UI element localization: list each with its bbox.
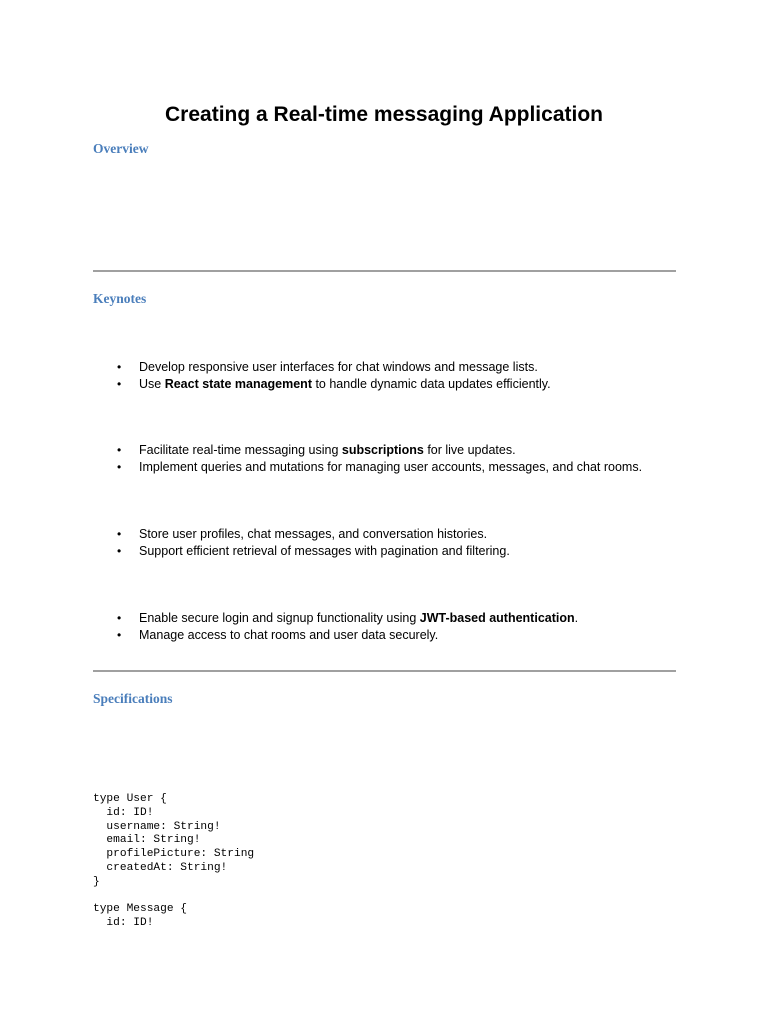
- document-title: Creating a Real-time messaging Application: [165, 103, 603, 126]
- list-item: [117, 376, 697, 393]
- keynotes-list-auth: [117, 610, 697, 643]
- keynotes-list-api: [117, 442, 697, 475]
- bullet-icon: •: [117, 627, 122, 642]
- list-item-text: Manage access to chat rooms and user data securely.: [139, 627, 439, 642]
- list-item-text-after: for live updates.: [423, 443, 516, 457]
- list-item-text-bold: JWT-based authentication: [419, 611, 575, 625]
- bullet-icon: •: [117, 543, 122, 558]
- section-divider: [93, 270, 676, 272]
- list-item-text-after: to handle dynamic data updates efficiently.: [311, 376, 551, 391]
- list-item: [117, 526, 697, 543]
- list-item-text: Develop responsive user interfaces for chat windows and message lists.: [139, 360, 538, 374]
- list-item: [117, 359, 697, 376]
- graphql-schema-code: type User { id: ID! username: String! email: String! profilePicture: String createdAt: String! } type Message { id: ID!: [93, 793, 255, 930]
- overview-heading: Overview: [93, 141, 149, 156]
- list-item-text: Support efficient retrieval of messages with pagination and filtering.: [139, 543, 510, 558]
- list-item: [117, 459, 697, 476]
- list-item: [117, 442, 697, 459]
- bullet-icon: •: [117, 443, 122, 457]
- list-item-text: Store user profiles, chat messages, and conversation histories.: [139, 527, 488, 541]
- list-item-text-before: Facilitate real-time messaging using: [139, 443, 342, 457]
- bullet-icon: •: [117, 527, 122, 541]
- list-item-text-before: Use: [139, 376, 165, 391]
- list-item: [117, 610, 697, 627]
- section-divider: [93, 670, 676, 672]
- list-item-text-after: .: [574, 611, 579, 625]
- specifications-heading: Specifications: [93, 691, 173, 706]
- bullet-icon: •: [117, 459, 122, 474]
- list-item: [117, 627, 697, 644]
- bullet-icon: •: [117, 611, 122, 625]
- list-item-text-before: Enable secure login and signup functionality using: [139, 611, 420, 625]
- keynotes-list-database: [117, 526, 697, 559]
- list-item-text-bold: React state management: [164, 376, 312, 391]
- list-item-text: Implement queries and mutations for managing user accounts, messages, and chat rooms.: [139, 459, 643, 474]
- list-item-text-bold: subscriptions: [341, 443, 424, 457]
- bullet-icon: •: [117, 376, 122, 391]
- keynotes-heading: Keynotes: [93, 291, 147, 306]
- list-item: [117, 543, 697, 560]
- bullet-icon: •: [117, 360, 122, 374]
- keynotes-list-frontend: [117, 359, 697, 392]
